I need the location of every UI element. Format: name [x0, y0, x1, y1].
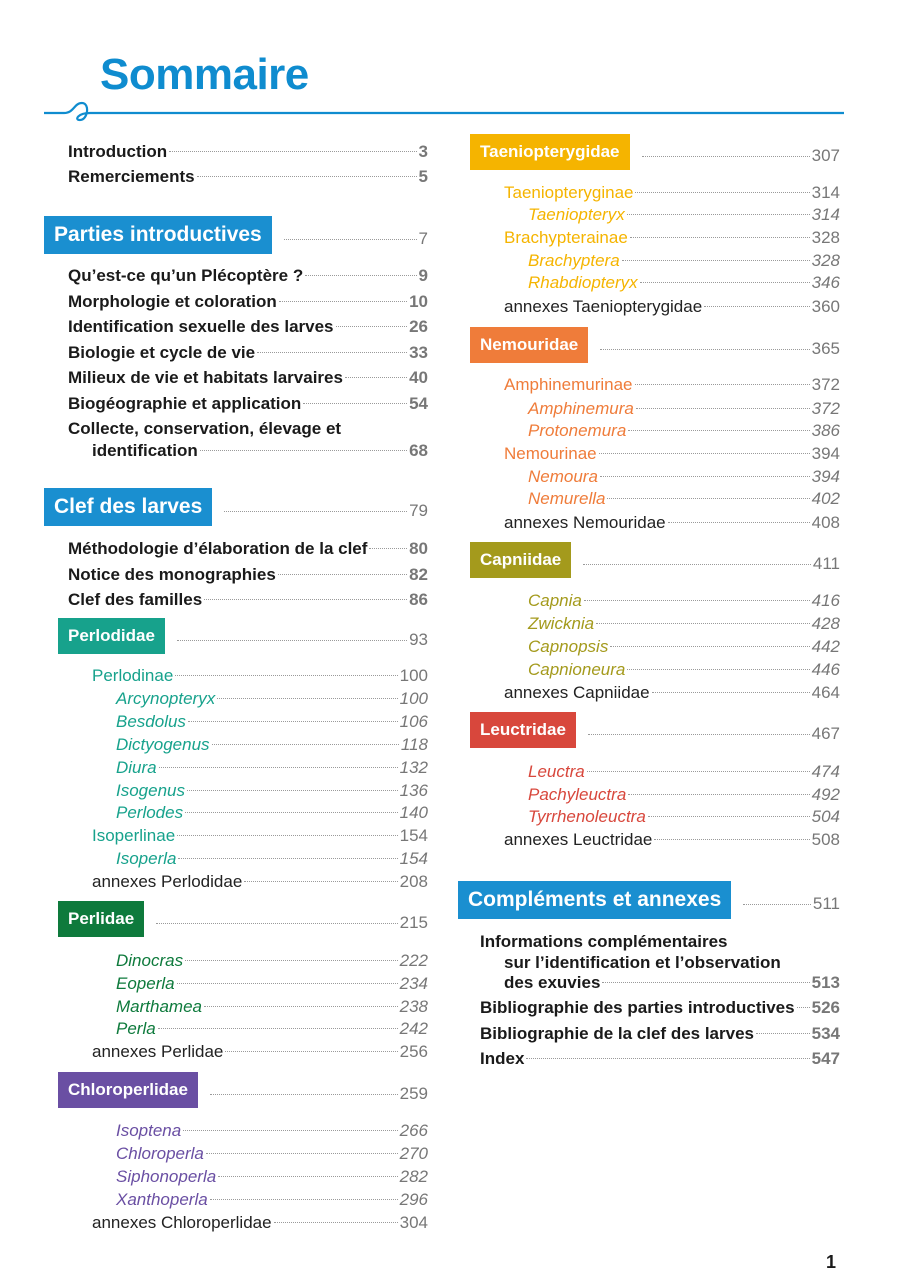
entry-label: Besdolus: [116, 712, 186, 731]
dot-leader: [210, 1199, 398, 1200]
entry-page-number: 68: [409, 441, 428, 460]
section-label: Taeniopterygidae: [470, 134, 630, 170]
dot-leader: [756, 1033, 810, 1034]
entry-page-number: 10: [409, 292, 428, 311]
dot-leader: [197, 176, 417, 177]
family-header-leuctridae[interactable]: [470, 712, 840, 748]
entry-label: Isogenus: [116, 781, 185, 800]
entry-label: annexes Capniidae: [504, 683, 650, 702]
toc-entry[interactable]: [116, 996, 428, 1018]
toc-entry[interactable]: [68, 393, 428, 415]
dot-leader: [158, 1028, 398, 1029]
toc-entry[interactable]: [68, 316, 428, 338]
toc-entry[interactable]: [92, 1041, 428, 1063]
entry-label: Clef des familles: [68, 590, 203, 609]
entry-label: Perlodinae: [92, 666, 174, 685]
dot-leader: [244, 881, 397, 882]
page-number: 1: [825, 1252, 836, 1272]
toc-entry[interactable]: [116, 973, 428, 995]
entry-page-number: 474: [811, 762, 840, 781]
entry-label: annexes Chloroperlidae: [92, 1213, 272, 1232]
entry-page-number: 328: [811, 228, 840, 247]
entry-label: Diura: [116, 758, 157, 777]
dot-leader: [206, 1153, 398, 1154]
entry-label: Tyrrhenoleuctra: [528, 807, 646, 826]
entry-page-number: 402: [811, 489, 840, 508]
entry-label: Xanthoperla: [116, 1190, 208, 1209]
toc-entry[interactable]: [68, 141, 428, 163]
entry-label: Chloroperla: [116, 1144, 204, 1163]
toc-entry[interactable]: [116, 711, 428, 733]
toc-entry[interactable]: [528, 806, 840, 828]
dot-leader: [588, 734, 810, 735]
entry-page-number: 394: [811, 467, 840, 486]
dot-leader: [188, 721, 398, 722]
dot-leader: [336, 326, 408, 327]
dot-leader: [627, 214, 810, 215]
family-header-capniidae[interactable]: [470, 542, 840, 578]
dot-leader: [177, 640, 407, 641]
toc-entry[interactable]: [68, 265, 428, 287]
entry-page-number: 504: [811, 807, 840, 826]
toc-entry[interactable]: [116, 1189, 428, 1211]
toc-entry[interactable]: [116, 1166, 428, 1188]
section-page-number: 411: [812, 554, 840, 573]
entry-label: annexes Leuctridae: [504, 830, 653, 849]
entry-label: Pachyleuctra: [528, 785, 627, 804]
entry-page-number: 82: [409, 565, 428, 584]
dot-leader: [175, 675, 397, 676]
dot-leader: [278, 574, 407, 575]
dot-leader: [627, 669, 809, 670]
entry-label: Milieux de vie et habitats larvaires: [68, 368, 343, 387]
entry-label: Perlodes: [116, 803, 184, 822]
entry-page-number: 80: [409, 539, 428, 558]
section-label: Nemouridae: [470, 327, 588, 363]
toc-entry[interactable]: [116, 757, 428, 779]
toc-entry[interactable]: [116, 1143, 428, 1165]
dot-leader: [212, 744, 399, 745]
toc-entry[interactable]: [504, 952, 840, 974]
dot-leader: [636, 408, 810, 409]
family-header-perlodidae[interactable]: [58, 618, 428, 654]
toc-entry[interactable]: [528, 761, 840, 783]
entry-page-number: 154: [399, 826, 428, 845]
title-underline-swash: [44, 100, 844, 130]
dot-leader: [284, 239, 417, 240]
toc-entry[interactable]: [504, 227, 840, 249]
dot-leader: [628, 430, 809, 431]
toc-entry[interactable]: [480, 1023, 840, 1045]
dot-leader: [218, 1176, 397, 1177]
toc-entry[interactable]: [68, 418, 428, 440]
toc-entry[interactable]: [92, 871, 428, 893]
toc-entry[interactable]: [116, 1120, 428, 1142]
entry-label: Eoperla: [116, 974, 175, 993]
toc-entry[interactable]: [480, 1048, 840, 1070]
toc-entry[interactable]: [480, 931, 840, 953]
dot-leader: [178, 858, 397, 859]
toc-entry[interactable]: [528, 784, 840, 806]
entry-label: Index: [480, 1049, 525, 1068]
entry-label: des exuvies: [504, 973, 601, 992]
entry-page-number: 534: [811, 1024, 840, 1043]
dot-leader: [345, 377, 407, 378]
dot-leader: [704, 306, 809, 307]
entry-page-number: 296: [399, 1190, 428, 1209]
entry-page-number: 100: [399, 689, 428, 708]
dot-leader: [257, 352, 407, 353]
dot-leader: [648, 816, 810, 817]
entry-label: Amphinemura: [528, 399, 634, 418]
family-header-perlidae[interactable]: [58, 901, 428, 937]
entry-label: Remerciements: [68, 167, 195, 186]
toc-entry[interactable]: [68, 342, 428, 364]
toc-entry[interactable]: [92, 825, 428, 847]
entry-label: Notice des monographies: [68, 565, 276, 584]
entry-label: Capnioneura: [528, 660, 626, 679]
dot-leader: [224, 511, 407, 512]
dot-leader: [217, 698, 397, 699]
entry-label: Isoperlinae: [92, 826, 176, 845]
entry-label: Arcynopteryx: [116, 689, 216, 708]
dot-leader: [600, 349, 809, 350]
toc-entry[interactable]: [68, 367, 428, 389]
entry-label: Capnopsis: [528, 637, 609, 656]
toc-entry[interactable]: [92, 1212, 428, 1234]
entry-label: Dinocras: [116, 951, 184, 970]
entry-label: Brachypterainae: [504, 228, 628, 247]
entry-page-number: 256: [399, 1042, 428, 1061]
toc-entry[interactable]: [68, 538, 428, 560]
section-label: Leuctridae: [470, 712, 576, 748]
toc-entry[interactable]: [504, 512, 840, 534]
toc-entry[interactable]: [504, 682, 840, 704]
section-label: Perlodidae: [58, 618, 165, 654]
entry-page-number: 26: [409, 317, 428, 336]
dot-leader: [668, 522, 810, 523]
dot-leader: [797, 1007, 810, 1008]
family-header-nemouridae[interactable]: [470, 327, 840, 363]
dot-leader: [210, 1094, 398, 1095]
section-header-parties-introductives[interactable]: [44, 217, 428, 253]
entry-page-number: 132: [399, 758, 428, 777]
dot-leader: [610, 646, 809, 647]
entry-page-number: 5: [418, 167, 428, 186]
section-page-number: 307: [811, 146, 840, 165]
entry-label: Brachyptera: [528, 251, 620, 270]
dot-leader: [600, 476, 810, 477]
entry-page-number: 9: [418, 266, 428, 285]
dot-leader: [185, 960, 398, 961]
entry-page-number: 54: [409, 394, 428, 413]
toc-entry[interactable]: [504, 374, 840, 396]
entry-label: Nemoura: [528, 467, 598, 486]
dot-leader: [642, 156, 810, 157]
entry-page-number: 234: [399, 974, 428, 993]
entry-label: Bibliographie de la clef des larves: [480, 1024, 754, 1043]
toc-entry[interactable]: [528, 590, 840, 612]
dot-leader: [630, 237, 810, 238]
entry-page-number: 304: [399, 1213, 428, 1232]
section-label: Chloroperlidae: [58, 1072, 198, 1108]
entry-label: sur l’identification et l’observation: [504, 953, 781, 972]
entry-label: Perla: [116, 1019, 156, 1038]
entry-page-number: 100: [399, 666, 428, 685]
dot-leader: [279, 301, 407, 302]
toc-entry[interactable]: [504, 829, 840, 851]
toc-entry[interactable]: [528, 204, 840, 226]
section-page-number: 511: [812, 894, 840, 913]
dot-leader: [584, 600, 810, 601]
entry-page-number: 386: [811, 421, 840, 440]
dot-leader: [583, 564, 811, 565]
toc-entry[interactable]: [528, 250, 840, 272]
entry-label: Bibliographie des parties introductives: [480, 998, 795, 1017]
section-label: Capniidae: [470, 542, 571, 578]
dot-leader: [635, 192, 809, 193]
toc-entry[interactable]: [116, 950, 428, 972]
entry-label: Leuctra: [528, 762, 585, 781]
entry-page-number: 328: [811, 251, 840, 270]
entry-page-number: 238: [399, 997, 428, 1016]
entry-label: Protonemura: [528, 421, 627, 440]
entry-label: Dictyogenus: [116, 735, 210, 754]
toc-entry[interactable]: [528, 659, 840, 681]
dot-leader: [274, 1222, 398, 1223]
dot-leader: [587, 771, 810, 772]
toc-entry[interactable]: [68, 291, 428, 313]
dot-leader: [177, 835, 397, 836]
entry-label: Biogéographie et application: [68, 394, 302, 413]
dot-leader: [599, 453, 810, 454]
toc-entry[interactable]: [480, 997, 840, 1019]
entry-page-number: 360: [811, 297, 840, 316]
entry-label: Siphonoperla: [116, 1167, 217, 1186]
dot-leader: [526, 1058, 809, 1059]
entry-page-number: 136: [399, 781, 428, 800]
entry-page-number: 428: [811, 614, 840, 633]
toc-entry[interactable]: [68, 564, 428, 586]
entry-page-number: 513: [811, 973, 840, 992]
entry-label: identification: [92, 441, 198, 460]
dot-leader: [654, 839, 809, 840]
entry-page-number: 86: [409, 590, 428, 609]
entry-label: annexes Perlodidae: [92, 872, 243, 891]
entry-label: Capnia: [528, 591, 582, 610]
entry-page-number: 464: [811, 683, 840, 702]
dot-leader: [652, 692, 810, 693]
toc-entry[interactable]: [528, 488, 840, 510]
dot-leader: [156, 923, 397, 924]
toc-entry[interactable]: [528, 420, 840, 442]
entry-page-number: 314: [811, 183, 840, 202]
section-page-number: 215: [399, 913, 428, 932]
entry-page-number: 270: [399, 1144, 428, 1163]
entry-page-number: 394: [811, 444, 840, 463]
dot-leader: [596, 623, 810, 624]
entry-page-number: 508: [811, 830, 840, 849]
dot-leader: [602, 982, 809, 983]
entry-label: Identification sexuelle des larves: [68, 317, 334, 336]
entry-page-number: 140: [399, 803, 428, 822]
entry-page-number: 492: [811, 785, 840, 804]
section-header-complements-et-annexes[interactable]: [458, 882, 840, 918]
entry-label: Qu’est-ce qu’un Plécoptère ?: [68, 266, 304, 285]
toc-entry[interactable]: [116, 802, 428, 824]
entry-page-number: 154: [399, 849, 428, 868]
entry-label: Isoptena: [116, 1121, 182, 1140]
toc-entry[interactable]: [528, 636, 840, 658]
entry-page-number: 346: [811, 273, 840, 292]
entry-page-number: 408: [811, 513, 840, 532]
entry-label: annexes Perlidae: [92, 1042, 224, 1061]
toc-entry[interactable]: [528, 398, 840, 420]
dot-leader: [303, 403, 407, 404]
entry-page-number: 242: [399, 1019, 428, 1038]
entry-label: Rhabdiopteryx: [528, 273, 638, 292]
toc-entry[interactable]: [504, 443, 840, 465]
dot-leader: [177, 983, 398, 984]
entry-label: Biologie et cycle de vie: [68, 343, 256, 362]
toc-entry[interactable]: [116, 780, 428, 802]
section-page-number: 93: [409, 630, 428, 649]
dot-leader: [187, 790, 398, 791]
entry-page-number: 526: [811, 998, 840, 1017]
family-header-chloroperlidae[interactable]: [58, 1072, 428, 1108]
entry-page-number: 3: [418, 142, 428, 161]
dot-leader: [369, 548, 407, 549]
entry-page-number: 442: [811, 637, 840, 656]
entry-label: Zwicknia: [528, 614, 595, 633]
entry-label: Nemurella: [528, 489, 606, 508]
entry-page-number: 282: [399, 1167, 428, 1186]
dot-leader: [628, 794, 809, 795]
dot-leader: [204, 599, 407, 600]
entry-page-number: 106: [399, 712, 428, 731]
section-page-number: 365: [811, 339, 840, 358]
page-title: Sommaire: [100, 50, 309, 99]
entry-label: annexes Taeniopterygidae: [504, 297, 703, 316]
entry-label: annexes Nemouridae: [504, 513, 666, 532]
toc-entry[interactable]: [92, 440, 428, 462]
toc-entry[interactable]: [504, 972, 840, 994]
entry-label: Nemourinae: [504, 444, 597, 463]
section-label: Clef des larves: [44, 488, 212, 526]
entry-label: Introduction: [68, 142, 168, 161]
entry-page-number: 33: [409, 343, 428, 362]
dot-leader: [159, 767, 398, 768]
toc-entry[interactable]: [116, 1018, 428, 1040]
entry-label: Taeniopteryx: [528, 205, 625, 224]
toc-entry[interactable]: [528, 272, 840, 294]
entry-label: Taeniopteryginae: [504, 183, 634, 202]
entry-page-number: 118: [400, 735, 428, 754]
toc-entry[interactable]: [116, 688, 428, 710]
toc-entry[interactable]: [504, 296, 840, 318]
section-page-number: 7: [418, 229, 428, 248]
dot-leader: [183, 1130, 397, 1131]
toc-entry[interactable]: [116, 848, 428, 870]
dot-leader: [200, 450, 407, 451]
dot-leader: [169, 151, 416, 152]
dot-leader: [225, 1051, 397, 1052]
toc-entry[interactable]: [528, 613, 840, 635]
dot-leader: [607, 498, 809, 499]
entry-page-number: 40: [409, 368, 428, 387]
dot-leader: [635, 384, 810, 385]
section-label: Perlidae: [58, 901, 144, 937]
toc-entry[interactable]: [116, 734, 428, 756]
entry-page-number: 372: [811, 399, 840, 418]
family-header-taeniopterygidae[interactable]: [470, 134, 840, 170]
entry-page-number: 208: [399, 872, 428, 891]
dot-leader: [640, 282, 810, 283]
entry-page-number: 446: [811, 660, 840, 679]
entry-label: Méthodologie d’élaboration de la clef: [68, 539, 368, 558]
section-page-number: 467: [811, 724, 840, 743]
entry-label: Marthamea: [116, 997, 202, 1016]
section-page-number: 259: [399, 1084, 428, 1103]
section-header-clef-des-larves[interactable]: [44, 489, 428, 525]
toc-entry[interactable]: [504, 182, 840, 204]
entry-page-number: 266: [399, 1121, 428, 1140]
entry-label: Collecte, conservation, élevage et: [68, 419, 342, 438]
entry-label: Amphinemurinae: [504, 375, 633, 394]
dot-leader: [204, 1006, 398, 1007]
section-label: Parties introductives: [44, 216, 272, 254]
entry-page-number: 314: [811, 205, 840, 224]
toc-entry[interactable]: [92, 665, 428, 687]
toc-entry[interactable]: [528, 466, 840, 488]
dot-leader: [305, 275, 416, 276]
entry-page-number: 372: [811, 375, 840, 394]
section-page-number: 79: [409, 501, 428, 520]
dot-leader: [622, 260, 810, 261]
section-label: Compléments et annexes: [458, 881, 731, 919]
dot-leader: [185, 812, 398, 813]
entry-label: Isoperla: [116, 849, 177, 868]
entry-label: Informations complémentaires: [480, 932, 728, 951]
entry-page-number: 547: [811, 1049, 840, 1068]
entry-page-number: 222: [399, 951, 428, 970]
dot-leader: [743, 904, 811, 905]
entry-label: Morphologie et coloration: [68, 292, 277, 311]
entry-page-number: 416: [811, 591, 840, 610]
toc-entry[interactable]: [68, 166, 428, 188]
toc-entry[interactable]: [68, 589, 428, 611]
